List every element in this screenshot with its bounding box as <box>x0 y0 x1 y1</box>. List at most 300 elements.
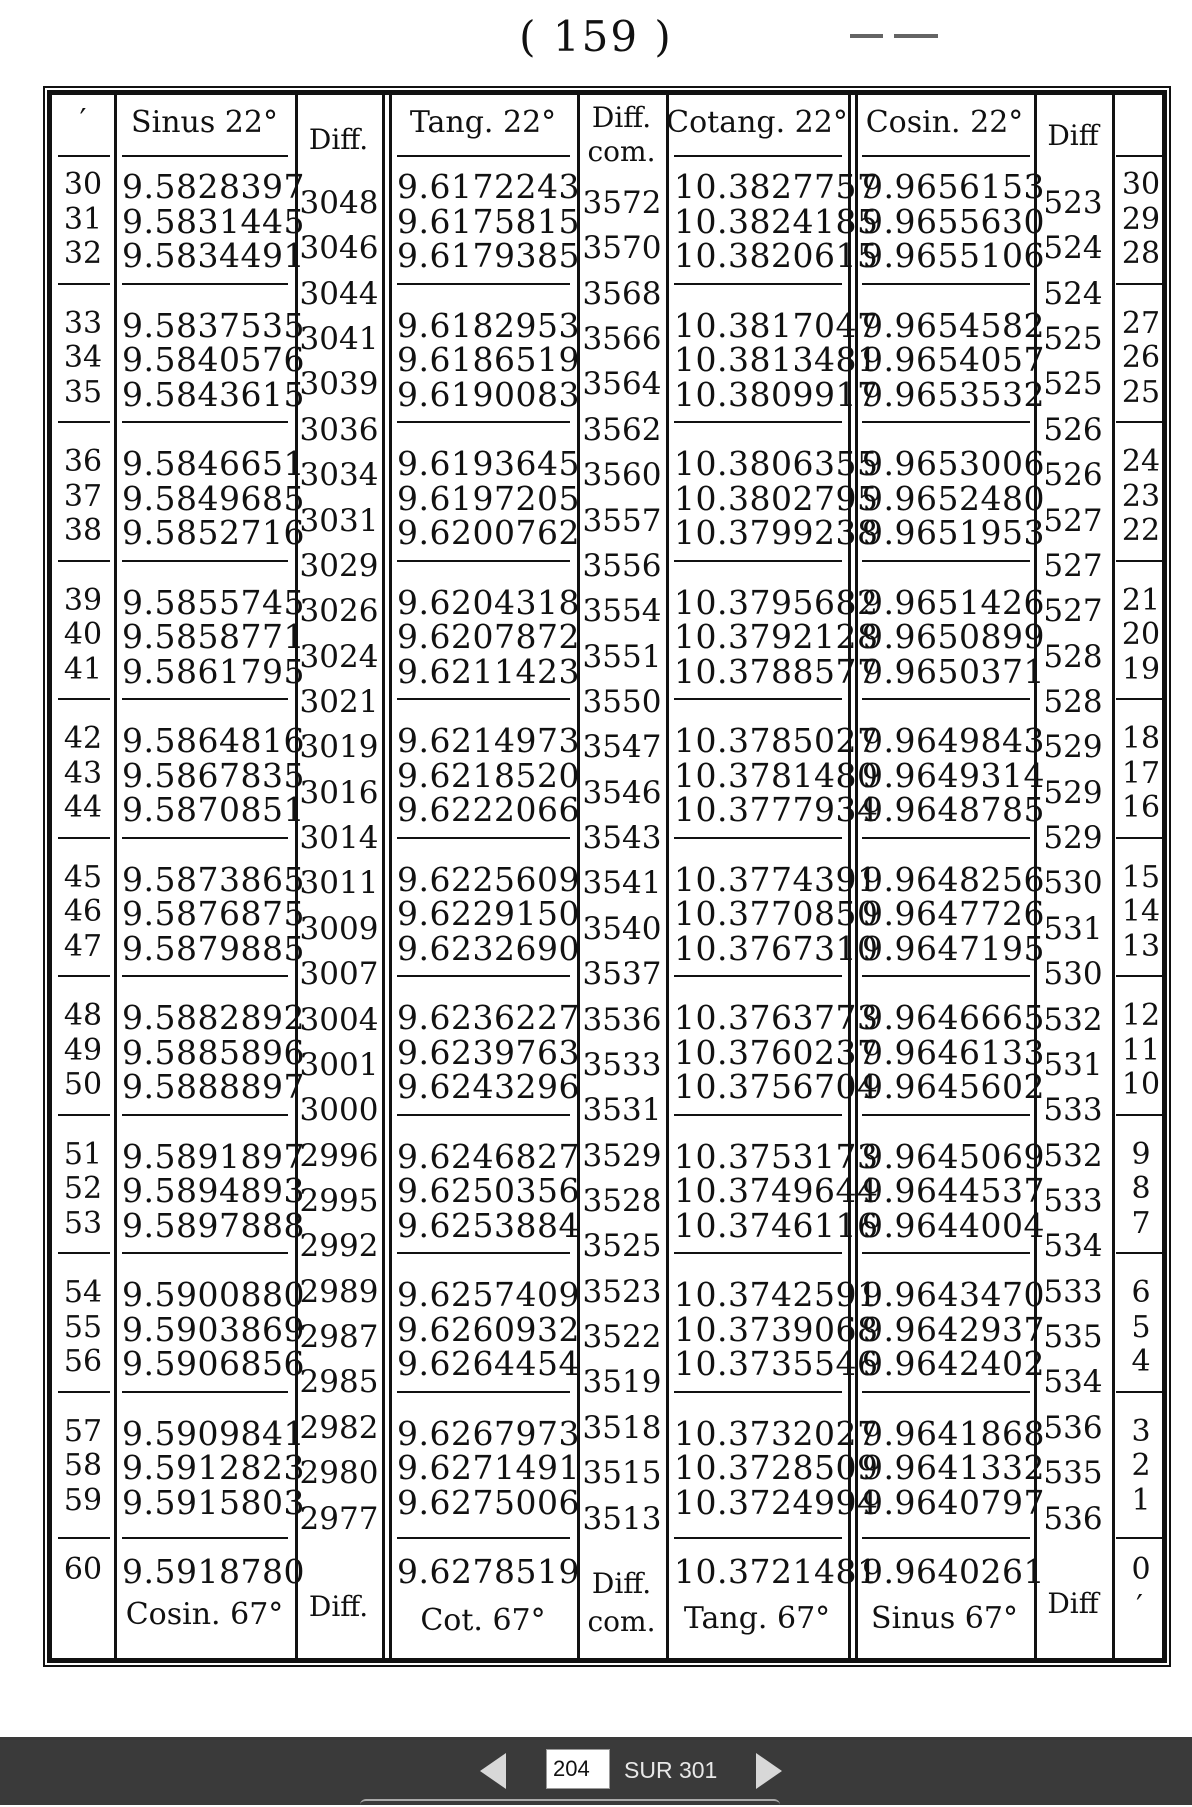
minute-cell: 42 <box>63 721 103 756</box>
complement-minute-cell: 11 <box>1121 1032 1161 1068</box>
group-rule <box>674 283 842 285</box>
cotangent-value: 10.3724994 <box>674 1482 879 1522</box>
complement-minute-cell: 7 <box>1131 1205 1151 1241</box>
complement-minute-cell: 17 <box>1121 755 1161 791</box>
sinus-value: 9.5831445 <box>122 201 305 241</box>
tangent-value: 9.6211423 <box>397 651 580 691</box>
margin-scribble <box>850 34 960 38</box>
sinus-value: 9.5867835 <box>122 755 305 795</box>
cosine-value: 9.9653006 <box>862 444 1045 483</box>
group-rule <box>397 283 570 285</box>
cosine-difference: 526 <box>1043 411 1103 448</box>
tangent-value: 9.6200762 <box>397 513 580 552</box>
tangent-value: 9.6207872 <box>397 617 580 656</box>
header-rule <box>1116 155 1164 157</box>
cosine-value: 9.9647195 <box>862 928 1045 968</box>
cosine-difference: 523 <box>1043 185 1103 221</box>
cosine-difference: 529 <box>1043 820 1103 857</box>
sine-difference: 3024 <box>299 638 379 675</box>
group-rule <box>58 1391 110 1393</box>
complement-minute-cell: 3 <box>1131 1413 1151 1449</box>
common-difference: 3551 <box>582 638 662 675</box>
footer-diff: Diff. <box>308 1590 369 1623</box>
cosine-value: 9.9653532 <box>862 374 1045 414</box>
group-rule <box>674 837 842 839</box>
common-difference: 3550 <box>582 683 662 720</box>
cosine-difference: 531 <box>1043 1046 1103 1083</box>
cosine-difference: 533 <box>1043 1273 1103 1310</box>
sinus-value: 9.5852716 <box>122 513 305 552</box>
cosine-difference: 533 <box>1043 1092 1103 1129</box>
group-rule <box>122 1114 288 1116</box>
minute-cell: 38 <box>63 513 103 548</box>
tangent-value: 9.6197205 <box>397 478 580 518</box>
cosine-difference: 534 <box>1043 1228 1103 1265</box>
sine-difference: 3009 <box>299 910 379 947</box>
sinus-value: 9.5900880 <box>122 1275 305 1314</box>
group-rule <box>58 837 110 839</box>
minute-cell: 49 <box>63 1032 103 1068</box>
cosine-value: 9.9650371 <box>862 651 1045 691</box>
cotangent-value: 10.3728509 <box>674 1448 879 1487</box>
common-difference: 3543 <box>582 820 662 857</box>
minute-cell: 44 <box>63 790 103 825</box>
sine-difference: 3019 <box>299 729 379 766</box>
common-difference: 3540 <box>582 910 662 947</box>
header-cotang: Cotang. 22° <box>666 105 848 140</box>
header-diff-cos: Diff <box>1047 119 1099 152</box>
complement-minute-cell: 21 <box>1121 582 1161 618</box>
cotangent-value: 10.3788577 <box>674 651 879 691</box>
minute-cell: 39 <box>63 582 103 618</box>
footer-cot: Cot. 67° <box>420 1603 546 1638</box>
cosine-difference: 529 <box>1043 729 1103 766</box>
group-rule <box>122 1391 288 1393</box>
footer-sinus: Sinus 67° <box>871 1601 1018 1636</box>
group-rule <box>1116 1391 1164 1393</box>
sinus-value: 9.5846651 <box>122 444 305 483</box>
cosine-value: 9.9656153 <box>862 167 1045 206</box>
sine-difference: 3034 <box>299 457 379 494</box>
cosine-value: 9.9648256 <box>862 859 1045 899</box>
group-rule <box>674 1391 842 1393</box>
header-cosin: Cosin. 22° <box>865 105 1024 140</box>
cotangent-value: 10.3742591 <box>674 1275 879 1314</box>
header-rule <box>58 1537 110 1539</box>
sine-difference: 3014 <box>299 820 379 857</box>
cosine-difference: 535 <box>1043 1319 1103 1356</box>
cosine-difference: 528 <box>1043 638 1103 675</box>
common-difference: 3531 <box>582 1092 662 1129</box>
common-difference: 3556 <box>582 547 662 584</box>
common-difference: 3572 <box>582 185 662 221</box>
sine-difference: 2987 <box>299 1319 379 1356</box>
sinus-value: 9.5858771 <box>122 617 305 656</box>
sine-difference: 3029 <box>299 547 379 584</box>
group-rule <box>1116 560 1164 562</box>
complement-minute-cell: 2 <box>1131 1448 1151 1483</box>
cotangent-value: 10.3756704 <box>674 1067 879 1106</box>
cotangent-value: 10.3739068 <box>674 1309 879 1349</box>
tangent-value: 9.6222066 <box>397 790 580 829</box>
header-rule <box>862 1537 1030 1539</box>
complement-minute-cell: 22 <box>1121 513 1161 548</box>
cosine-value: 9.9650899 <box>862 617 1045 656</box>
cotangent-value: 10.3753173 <box>674 1136 879 1176</box>
cotangent-value: 10.3817047 <box>674 305 879 345</box>
header-rule <box>397 1537 570 1539</box>
cosine-value: 9.9641868 <box>862 1413 1045 1453</box>
minute-cell: 37 <box>63 478 103 514</box>
tangent-value: 9.6218520 <box>397 755 580 795</box>
page-total-label: SUR 301 <box>624 1757 718 1783</box>
header-rule <box>58 155 110 157</box>
common-difference: 3513 <box>582 1500 662 1537</box>
cosine-value: 9.9654582 <box>862 305 1045 345</box>
minute-cell: 36 <box>63 444 103 479</box>
group-rule <box>862 837 1030 839</box>
header-diff-com: Diff. com. <box>587 101 656 168</box>
cotangent-value: 10.3760237 <box>674 1032 879 1072</box>
cosine-value: 9.9644004 <box>862 1205 1045 1245</box>
common-difference: 3562 <box>582 411 662 448</box>
complement-minute-cell: 4 <box>1131 1344 1151 1379</box>
sine-difference: 3046 <box>299 230 379 267</box>
cosine-difference: 525 <box>1043 321 1103 358</box>
cosine-value: 9.9651953 <box>862 513 1045 552</box>
sine-difference: 3001 <box>299 1046 379 1083</box>
group-rule <box>58 1252 110 1254</box>
sinus-value: 9.5873865 <box>122 859 305 899</box>
cosine-value: 9.9647726 <box>862 894 1045 933</box>
common-difference: 3570 <box>582 230 662 267</box>
cosine-value: 9.9648785 <box>862 790 1045 829</box>
complement-minute-cell: 8 <box>1131 1171 1151 1206</box>
minute-cell: 60 <box>63 1552 103 1587</box>
group-rule <box>862 1252 1030 1254</box>
cosine-value: 9.9655106 <box>862 236 1045 275</box>
group-rule <box>58 1114 110 1116</box>
header-rule <box>674 155 842 157</box>
tangent-value: 9.6179385 <box>397 236 580 275</box>
footer-tang: Tang. 67° <box>683 1601 831 1636</box>
common-difference: 3554 <box>582 593 662 630</box>
sinus-value: 9.5840576 <box>122 340 305 379</box>
sinus-value: 9.5885896 <box>122 1032 305 1072</box>
sinus-value: 9.5915803 <box>122 1482 305 1522</box>
cosine-difference: 527 <box>1043 502 1103 539</box>
cosine-value: 9.9645069 <box>862 1136 1045 1176</box>
sine-difference: 3036 <box>299 411 379 448</box>
tangent-value: 9.6190083 <box>397 374 580 414</box>
group-rule <box>58 560 110 562</box>
common-difference: 3537 <box>582 956 662 993</box>
common-difference: 3529 <box>582 1137 662 1174</box>
cotangent-value: 10.3735546 <box>674 1344 879 1383</box>
group-rule <box>1116 698 1164 700</box>
tangent-value: 9.6186519 <box>397 340 580 379</box>
cotangent-value: 10.3785027 <box>674 721 879 760</box>
sinus-value: 9.5894893 <box>122 1171 305 1210</box>
cosine-value: 9.9640797 <box>862 1482 1045 1522</box>
group-rule <box>58 975 110 977</box>
group-rule <box>674 1252 842 1254</box>
group-rule <box>862 975 1030 977</box>
group-rule <box>1116 975 1164 977</box>
sinus-value: 9.5888897 <box>122 1067 305 1106</box>
complement-minute-cell: 12 <box>1121 998 1161 1033</box>
complement-minute-cell: 0 <box>1131 1552 1151 1587</box>
minute-cell: 46 <box>63 894 103 929</box>
cosine-value: 9.9655630 <box>862 201 1045 241</box>
common-difference: 3546 <box>582 774 662 811</box>
tangent-value: 9.6264454 <box>397 1344 580 1383</box>
common-difference: 3525 <box>582 1228 662 1265</box>
tangent-value: 9.6271491 <box>397 1448 580 1487</box>
common-difference: 3547 <box>582 729 662 766</box>
cotangent-value: 10.3749644 <box>674 1171 879 1210</box>
tangent-value: 9.6275006 <box>397 1482 580 1522</box>
footer-minutes: ′ <box>1136 1589 1143 1624</box>
header-rule <box>862 155 1030 157</box>
cotangent-value: 10.3781480 <box>674 755 879 795</box>
group-rule <box>122 698 288 700</box>
group-rule <box>862 283 1030 285</box>
cosine-value: 9.9644537 <box>862 1171 1045 1210</box>
minute-cell: 55 <box>63 1309 103 1345</box>
cosine-value: 9.9654057 <box>862 340 1045 379</box>
footer-diff-com: Diff. com. <box>587 1567 656 1638</box>
group-rule <box>862 1391 1030 1393</box>
minute-cell: 56 <box>63 1344 103 1379</box>
group-rule <box>674 1114 842 1116</box>
tangent-value: 9.6236227 <box>397 998 580 1037</box>
complement-minute-cell: 18 <box>1121 721 1161 756</box>
minute-cell: 45 <box>63 859 103 895</box>
cotangent-value: 10.3774391 <box>674 859 879 899</box>
group-rule <box>122 837 288 839</box>
common-difference: 3564 <box>582 366 662 403</box>
minute-cell: 57 <box>63 1413 103 1449</box>
common-difference: 3533 <box>582 1046 662 1083</box>
sine-difference: 3031 <box>299 502 379 539</box>
group-rule <box>397 1391 570 1393</box>
group-rule <box>674 421 842 423</box>
complement-minute-cell: 15 <box>1121 859 1161 895</box>
cotangent-value: 10.3746116 <box>674 1205 879 1245</box>
sine-difference: 3041 <box>299 321 379 358</box>
bottom-edge <box>360 1799 780 1807</box>
cosine-difference: 532 <box>1043 1137 1103 1174</box>
minute-cell: 54 <box>63 1275 103 1310</box>
sine-difference: 2989 <box>299 1273 379 1310</box>
minute-cell: 58 <box>63 1448 103 1483</box>
tangent-value: 9.6267973 <box>397 1413 580 1453</box>
tangent-value: 9.6193645 <box>397 444 580 483</box>
sinus-value: 9.5861795 <box>122 651 305 691</box>
complement-minute-cell: 28 <box>1121 236 1161 271</box>
sinus-value: 9.5903869 <box>122 1309 305 1349</box>
cosine-value: 9.9642937 <box>862 1309 1045 1349</box>
header-minutes: ′ <box>79 103 87 138</box>
complement-minute-cell: 10 <box>1121 1067 1161 1102</box>
complement-minute-cell: 20 <box>1121 617 1161 652</box>
group-rule <box>397 837 570 839</box>
cosine-difference: 531 <box>1043 910 1103 947</box>
group-rule <box>862 421 1030 423</box>
cosine-value: 9.9646133 <box>862 1032 1045 1072</box>
complement-minute-cell: 19 <box>1121 651 1161 687</box>
cosine-difference: 530 <box>1043 956 1103 993</box>
sinus-value: 9.5909841 <box>122 1413 305 1453</box>
minute-cell: 52 <box>63 1171 103 1206</box>
minute-cell: 47 <box>63 928 103 964</box>
cosine-value: 9.9643470 <box>862 1275 1045 1314</box>
sinus-value: 9.5864816 <box>122 721 305 760</box>
cosine-difference: 533 <box>1043 1182 1103 1219</box>
tangent-value: 9.6204318 <box>397 582 580 622</box>
trig-table <box>47 90 1167 1663</box>
sinus-value: 9.5876875 <box>122 894 305 933</box>
group-rule <box>397 975 570 977</box>
group-rule <box>122 560 288 562</box>
common-difference: 3557 <box>582 502 662 539</box>
common-difference: 3519 <box>582 1364 662 1401</box>
header-rule <box>122 155 288 157</box>
cotangent-value: 10.3732027 <box>674 1413 879 1453</box>
sine-difference: 2996 <box>299 1137 379 1174</box>
tangent-value: 9.6260932 <box>397 1309 580 1349</box>
group-rule <box>397 1252 570 1254</box>
sine-difference: 2992 <box>299 1228 379 1265</box>
sinus-value: 9.5897888 <box>122 1205 305 1245</box>
header-sinus: Sinus 22° <box>131 105 278 140</box>
tangent-value: 9.6278519 <box>397 1552 580 1591</box>
common-difference: 3523 <box>582 1273 662 1310</box>
common-difference: 3568 <box>582 275 662 312</box>
page-number: ( 159 ) <box>519 12 673 61</box>
group-rule <box>397 698 570 700</box>
minute-cell: 30 <box>63 167 103 202</box>
cosine-difference: 536 <box>1043 1409 1103 1446</box>
cosine-value: 9.9649314 <box>862 755 1045 795</box>
sinus-value: 9.5837535 <box>122 305 305 345</box>
group-rule <box>397 421 570 423</box>
group-rule <box>862 560 1030 562</box>
sinus-value: 9.5882892 <box>122 998 305 1037</box>
cosine-difference: 529 <box>1043 774 1103 811</box>
tangent-value: 9.6243296 <box>397 1067 580 1106</box>
sinus-value: 9.5906856 <box>122 1344 305 1383</box>
complement-minute-cell: 29 <box>1121 201 1161 237</box>
tangent-value: 9.6246827 <box>397 1136 580 1176</box>
minute-cell: 32 <box>63 236 103 271</box>
pagination-bar <box>0 1737 1192 1805</box>
tangent-value: 9.6257409 <box>397 1275 580 1314</box>
cotangent-value: 10.3763773 <box>674 998 879 1037</box>
complement-minute-cell: 9 <box>1131 1136 1151 1172</box>
sine-difference: 3004 <box>299 1001 379 1038</box>
cosine-difference: 528 <box>1043 683 1103 720</box>
common-difference: 3560 <box>582 457 662 494</box>
group-rule <box>1116 1114 1164 1116</box>
footer-cosin: Cosin. 67° <box>125 1597 284 1632</box>
sinus-value: 9.5855745 <box>122 582 305 622</box>
sine-difference: 3044 <box>299 275 379 312</box>
common-difference: 3515 <box>582 1455 662 1492</box>
minute-cell: 35 <box>63 374 103 410</box>
cotangent-value: 10.3827757 <box>674 167 879 206</box>
cosine-difference: 536 <box>1043 1500 1103 1537</box>
common-difference: 3528 <box>582 1182 662 1219</box>
cotangent-value: 10.3770850 <box>674 894 879 933</box>
sine-difference: 3026 <box>299 593 379 630</box>
cosine-difference: 524 <box>1043 275 1103 312</box>
common-difference: 3566 <box>582 321 662 358</box>
minute-cell: 48 <box>63 998 103 1033</box>
tangent-value: 9.6182953 <box>397 305 580 345</box>
group-rule <box>122 283 288 285</box>
sine-difference: 3039 <box>299 366 379 403</box>
header-tang: Tang. 22° <box>409 105 557 140</box>
cosine-difference: 527 <box>1043 593 1103 630</box>
complement-minute-cell: 14 <box>1121 894 1161 929</box>
group-rule <box>122 421 288 423</box>
cosine-value: 9.9651426 <box>862 582 1045 622</box>
tangent-value: 9.6214973 <box>397 721 580 760</box>
cosine-difference: 534 <box>1043 1364 1103 1401</box>
footer-diff-cos: Diff <box>1047 1587 1099 1620</box>
group-rule <box>1116 421 1164 423</box>
group-rule <box>674 698 842 700</box>
sinus-value: 9.5828397 <box>122 167 305 206</box>
page-number-input[interactable] <box>546 1749 610 1789</box>
previous-page-button[interactable] <box>480 1753 506 1789</box>
minute-cell: 43 <box>63 755 103 791</box>
minute-cell: 59 <box>63 1482 103 1518</box>
cosine-difference: 526 <box>1043 457 1103 494</box>
sine-difference: 3000 <box>299 1092 379 1129</box>
tangent-value: 9.6253884 <box>397 1205 580 1245</box>
sinus-value: 9.5879885 <box>122 928 305 968</box>
cosine-value: 9.9641332 <box>862 1448 1045 1487</box>
cotangent-value: 10.3813481 <box>674 340 879 379</box>
cosine-value: 9.9640261 <box>862 1552 1045 1591</box>
complement-minute-cell: 26 <box>1121 340 1161 375</box>
minute-cell: 41 <box>63 651 103 687</box>
group-rule <box>1116 283 1164 285</box>
cotangent-value: 10.3802795 <box>674 478 879 518</box>
group-rule <box>58 698 110 700</box>
tangent-value: 9.6229150 <box>397 894 580 933</box>
group-rule <box>58 283 110 285</box>
header-rule <box>397 155 570 157</box>
group-rule <box>58 421 110 423</box>
cosine-difference: 527 <box>1043 547 1103 584</box>
common-difference: 3522 <box>582 1319 662 1356</box>
group-rule <box>674 975 842 977</box>
header-rule <box>122 1537 288 1539</box>
cotangent-value: 10.3820615 <box>674 236 879 275</box>
tangent-value: 9.6250356 <box>397 1171 580 1210</box>
next-page-button[interactable] <box>756 1753 782 1789</box>
minute-cell: 33 <box>63 305 103 341</box>
group-rule <box>862 1114 1030 1116</box>
header-rule <box>674 1537 842 1539</box>
cosine-difference: 530 <box>1043 865 1103 902</box>
sinus-value: 9.5891897 <box>122 1136 305 1176</box>
sine-difference: 2980 <box>299 1455 379 1492</box>
